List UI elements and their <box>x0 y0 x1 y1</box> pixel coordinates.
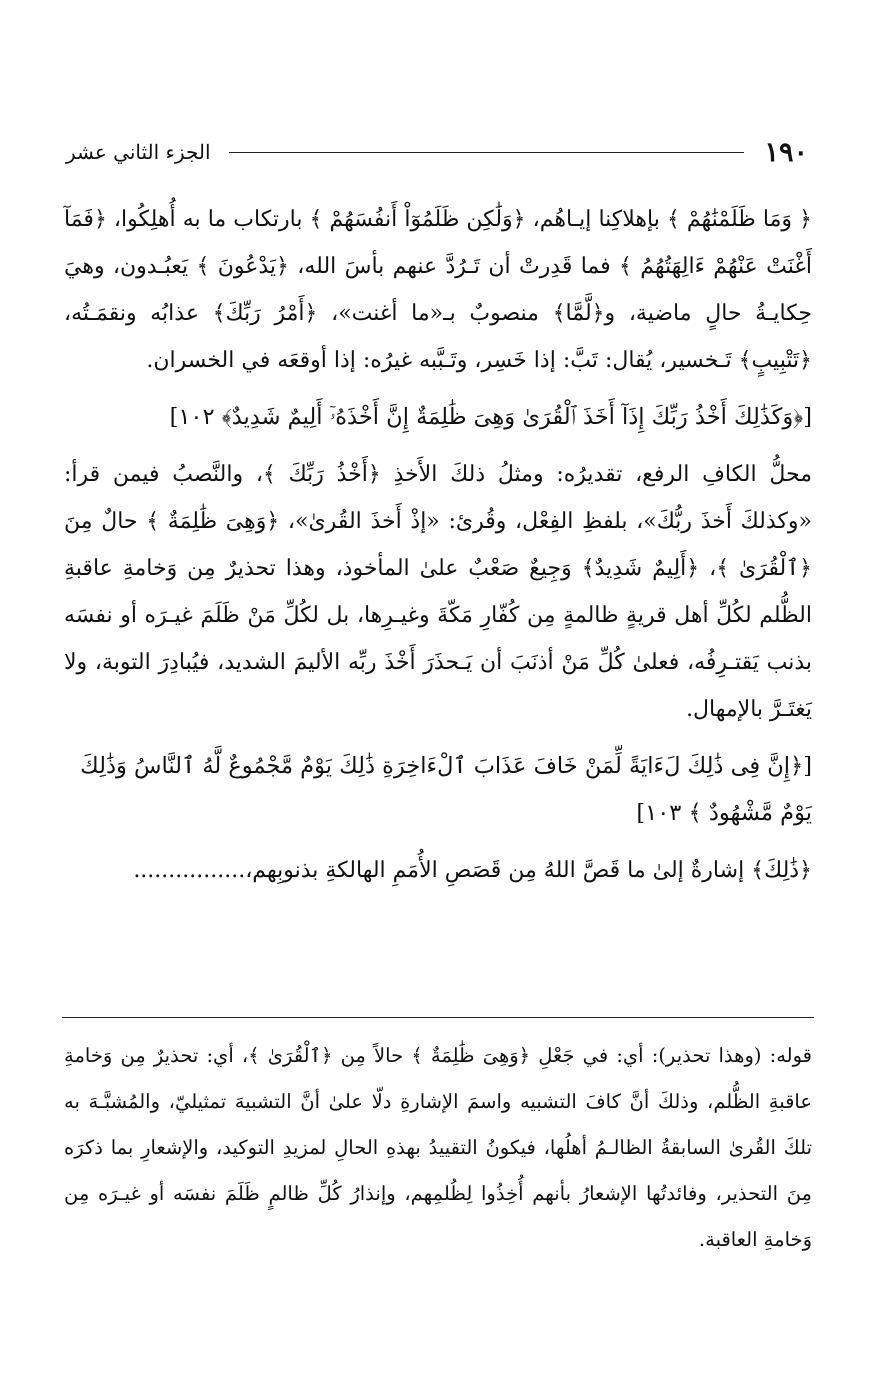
part-title: الجزء الثاني عشر <box>66 140 211 164</box>
verse-102: [﴿وَكَذَٰلِكَ أَخْذُ رَبِّكَ إِذَآ أَخَذَ ٱلْقُرَىٰ وَهِىَ ظَٰلِمَةٌ إِنَّ أَخْذَهُۥٓ أَلِيمٌ شَدِيدٌ﴾ ١٠٢] <box>169 404 812 430</box>
running-header <box>66 132 808 172</box>
footnote-separator <box>62 1017 814 1018</box>
commentary-paragraph-1: ﴿ وَمَا ظَلَمْنَٰهُمْ ﴾ بإهلاكِنا إيـاهُم، ﴿وَلَٰكِن ظَلَمُوٓاْ أَنفُسَهُمْ ﴾ بارتكاب ما به أُهلِكُوا، ﴿فَمَآ أَغْنَتْ عَنْهُمْ ءَالِهَتُهُمُ ﴾ فما قَدِرتْ أن تَـرُدَّ عنهم بأسَ الله، ﴿يَدْعُونَ ﴾ يَعبُـدون، وهيَ حِكايـةُ حالٍ ماضية، و﴿لَّمَّا﴾ منصوبٌ بـ«ما أغنت»، ﴿أَمْرُ رَبِّكَ﴾ عذابُه ونقمَـتُه، ﴿تَتْبِيبٍ﴾ تَـخسير، يُقال: تَبَّ: إذا خَسِر، وتَـبَّبه غيرُه: إذا أوقعَه في الخسران. <box>64 207 812 373</box>
main-text <box>64 196 812 904</box>
header-rule <box>229 152 745 153</box>
footnote: قوله: (وهذا تحذير): أي: في جَعْلِ ﴿وَهِىَ ظَٰلِمَةٌ ﴾ حالاً مِن ﴿ٱلْقُرَىٰ ﴾، أي: تحذيرٌ مِن وَخامةِ عاقبةِ الظُّلم، وذلكَ أنَّ كافَ التشبيه واسمَ الإشارةِ دلّا علىٰ أنَّ التشبيهَ تمثيليّ، والمُشبَّـهَ به تلكَ القُرىٰ السابقةُ الظالـمُ أهلُها، فيكونُ التقييدُ بهذهِ الحالِ لمزيدِ التوكيد، والإشعارِ بما ذكرَه مِنَ التحذير، وفائدتُها الإشعارُ بأنهم أُخِذُوا لِظُلمِهم، وإنذارُ كُلِّ ظالمٍ ظَلَمَ نفسَه أو غيـرَه مِن وَخامةِ العاقبة. <box>64 1044 812 1251</box>
commentary-paragraph-2: محلُّ الكافِ الرفع، تقديرُه: ومثلُ ذلكَ الأَخذِ ﴿أَخْذُ رَبِّكَ ﴾، والنَّصبُ فيمن قرأ: «وكذلكَ أَخذَ ربُّكَ»، بلفظِ الفِعْل، وقُرئ: «إذْ أَخذَ القُرىٰ»، ﴿وَهِىَ ظَٰلِمَةٌ ﴾ حالٌ مِنَ ﴿ٱلْقُرَىٰ ﴾، ﴿أَلِيمٌ شَدِيدٌ﴾ وَجِيعٌ صَعْبٌ علىٰ المأخوذ، وهذا تحذيرٌ مِن وَخامةِ عاقبةِ الظُّلم لكُلِّ أهل قريةٍ ظالمةٍ مِن كُفّارِ مَكّةَ وغيـرِها، بل لكُلِّ مَنْ ظَلَمَ غيـرَه أو نفسَه بذنب يَقتـرِفُه، فعلىٰ كُلِّ مَنْ أذنَبَ أن يَـحذَرَ أَخْذَ ربِّه الأليمَ الشديد، فيُبادِرَ التوبة، ولا يَغتَـرَّ بالإمهال. <box>64 462 812 722</box>
verse-103: [﴿إِنَّ فِى ذَٰلِكَ لَءَايَةً لِّمَنْ خَافَ عَذَابَ ٱلْءَاخِرَةِ ذَٰلِكَ يَوْمٌ مَّجْمُوعٌ لَّهُ ٱلنَّاسُ وَذَٰلِكَ يَوْمٌ مَّشْهُودٌ ﴾ ١٠٣] <box>80 753 812 826</box>
commentary-paragraph-3: ﴿ذَٰلِكَ﴾ إشارةٌ إلىٰ ما قَصَّ اللهُ مِن قَصَصِ الأُمَمِ الهالكةِ بذنوبِهم،................ <box>133 858 812 883</box>
page-number: ١٩٠ <box>764 136 808 168</box>
